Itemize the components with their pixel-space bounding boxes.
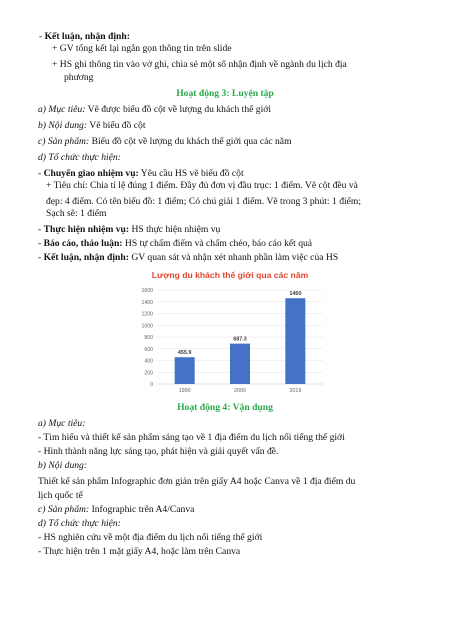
- activity3-conclude: - Kết luận, nhận định: GV quan sát và nhận xét nhanh phần làm việc của HS: [38, 252, 339, 263]
- chart-data-label: 687.3: [233, 336, 247, 343]
- chart-y-tick-label: 800: [144, 335, 153, 341]
- activity3-goal-label: a) Mục tiêu:: [38, 104, 86, 115]
- activity4-goal-line-2: - Hình thành năng lực sáng tạo, phát hiện và giải quyết vấn đề.: [38, 446, 279, 457]
- chart-bar: [175, 357, 195, 384]
- activity4-heading: Hoạt động 4: Vận dụng: [177, 402, 273, 413]
- activity4-content-line-2: lịch quốc tế: [38, 490, 83, 501]
- chart-y-tick-label: 1000: [141, 323, 153, 330]
- activity4-goal-line-1: - Tìm hiểu và thiết kế sản phẩm sáng tạo về 1 địa điểm du lịch nổi tiếng thế giới: [38, 432, 345, 443]
- chart-x-tick-label: 1990: [178, 388, 191, 394]
- activity3-product-label: c) Sản phẩm:: [38, 136, 90, 147]
- activity3-report-text: HS tự chấm điểm và chấm chéo, báo cáo kết quả: [124, 238, 313, 249]
- activity4-org-line-1: - HS nghiên cứu về một địa điểm du lịch nổi tiếng thế giới: [38, 532, 263, 543]
- activity3-report-label: Báo cáo, thảo luận:: [43, 238, 123, 249]
- chart-y-tick-label: 400: [144, 358, 153, 365]
- activity4-content-label: b) Nội dung:: [38, 460, 88, 471]
- conclusion-line: - Kết luận, nhận định:: [39, 31, 130, 42]
- activity3-report: - Báo cáo, thảo luận: HS tự chấm điểm và chấm chéo, báo cáo kết quả: [38, 238, 313, 249]
- chart-y-tick-label: 600: [144, 346, 153, 353]
- tourist-bar-chart: [133, 264, 327, 398]
- activity4-product-text: Infographic trên A4/Canva: [91, 504, 195, 515]
- activity3-assign-text: Yêu cầu HS vẽ biểu đồ cột: [140, 168, 244, 179]
- activity3-content: [38, 120, 146, 132]
- activity3-org-label: d) Tổ chức thực hiện:: [38, 152, 121, 163]
- activity3-content-text: Vẽ biểu đồ cột: [89, 120, 146, 131]
- activity3-product: [38, 136, 292, 148]
- conclusion-line-3: phương: [64, 72, 94, 83]
- activity3-product-text: Biểu đồ cột về lượng du khách thế giới qua các năm: [91, 136, 292, 147]
- criteria-line-2: đẹp: 4 điểm. Có tên biểu đồ: 1 điểm; Có chú giải 1 điểm. Vẽ trong 3 phút: 1 điểm;: [46, 196, 362, 207]
- chart-y-tick-label: 1200: [141, 311, 153, 318]
- activity4-goal-label: a) Mục tiêu:: [38, 418, 86, 429]
- activity3-goal-text: Vẽ được biểu đồ cột về lượng du khách thế giới: [87, 104, 271, 115]
- activity4-org-label: d) Tổ chức thực hiện:: [38, 518, 121, 529]
- conclusion-label: Kết luận, nhận định:: [44, 31, 130, 42]
- chart-y-ticks: [141, 288, 153, 388]
- activity3-do-label: Thực hiện nhiệm vụ:: [43, 224, 130, 235]
- conclusion-line-1: + GV tổng kết lại ngắn gọn thông tin trên slide: [52, 43, 232, 54]
- activity4-org-line-2: - Thực hiện trên 1 mặt giấy A4, hoặc làm trên Canva: [38, 546, 241, 557]
- criteria-line-1: + Tiêu chí: Chia tỉ lệ đúng 1 điểm. Đầy đủ đơn vị đầu trục: 1 điểm. Vẽ cột đều và: [46, 180, 358, 191]
- conclusion-line-2: + HS ghi thông tin vào vở ghi, chia sẻ một số nhận định về ngành du lịch địa: [52, 59, 347, 70]
- chart-y-tick-label: 1600: [141, 288, 153, 294]
- activity3-do-text: HS thực hiện nhiệm vụ: [131, 224, 221, 235]
- activity3-conclude-text: GV quan sát và nhận xét nhanh phần làm việc của HS: [131, 252, 339, 263]
- activity4-content-line-1: Thiết kế sản phẩm Infographic đơn giản trên giấy A4 hoặc Canva về 1 địa điểm du: [38, 476, 356, 487]
- chart-x-ticks: [179, 388, 302, 394]
- activity3-assign-label: Chuyển giao nhiệm vụ:: [43, 168, 139, 179]
- chart-data-label: 455.9: [177, 350, 192, 357]
- activity3-assign: - Chuyển giao nhiệm vụ: Yêu cầu HS vẽ biểu đồ cột: [38, 168, 244, 179]
- chart-title: Lượng du khách thế giới qua các năm: [151, 270, 309, 280]
- chart-bar: [285, 298, 305, 384]
- activity3-content-label: b) Nội dung:: [38, 120, 88, 131]
- activity4-product-label: c) Sản phẩm:: [38, 504, 90, 515]
- activity4-product: [38, 504, 194, 516]
- chart-y-tick-label: 1400: [141, 299, 153, 306]
- activity3-goal: [38, 104, 271, 116]
- criteria-line-3: Sạch sẽ: 1 điểm: [46, 208, 107, 219]
- activity3-conclude-label: Kết luận, nhận định:: [43, 252, 129, 263]
- activity3-do: - Thực hiện nhiệm vụ: HS thực hiện nhiệm vụ: [38, 224, 221, 235]
- chart-y-tick-label: 200: [144, 370, 153, 377]
- chart-data-label: 1460: [289, 291, 302, 298]
- chart-x-tick-label: 2019: [289, 388, 302, 394]
- chart-y-tick-label: 0: [150, 382, 153, 388]
- activity3-heading: Hoạt động 3: Luyện tập: [176, 88, 274, 99]
- chart-bar: [230, 344, 250, 384]
- chart-x-tick-label: 2000: [234, 388, 246, 394]
